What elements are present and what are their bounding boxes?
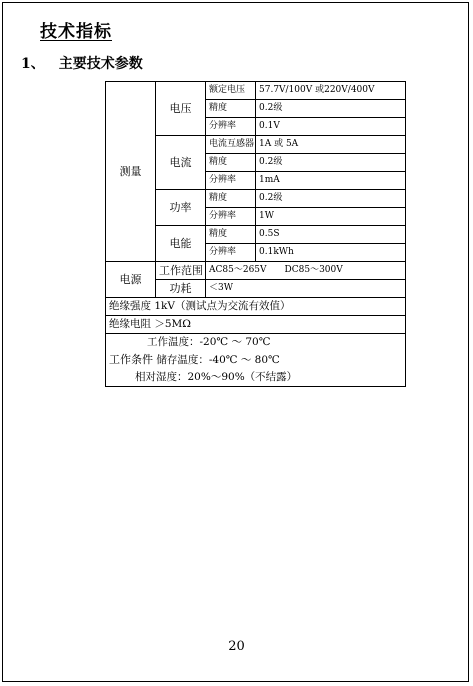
working-condition-row: [109, 351, 402, 369]
measure-group-label: 测量: [106, 82, 156, 262]
section-label: 主要技术参数: [58, 56, 143, 72]
energy-label: 电能: [156, 226, 206, 262]
table-row: [106, 298, 406, 316]
param-name: 精度: [206, 226, 256, 244]
param-value: 1W: [256, 208, 406, 226]
table-row: [106, 262, 406, 280]
voltage-label: 电压: [156, 82, 206, 136]
section-number: 1、: [21, 56, 45, 72]
page-number: 20: [228, 639, 245, 654]
param-value: 0.2级: [256, 190, 406, 208]
working-condition-line: 工作温度：-20℃ ～ 70℃: [147, 336, 271, 348]
param-value: 1mA: [256, 172, 406, 190]
working-condition-line: 储存温度：-40℃ ～ 80℃: [156, 354, 280, 366]
table-row: [106, 82, 406, 100]
param-value: 57.7V/100V 或220V/400V: [256, 82, 406, 100]
param-name: 分辨率: [206, 208, 256, 226]
param-name: 工作范围: [156, 262, 206, 280]
param-name: 分辨率: [206, 118, 256, 136]
working-condition-line: 相对湿度：20%～90%（不结露）: [135, 371, 298, 383]
param-value: 0.1V: [256, 118, 406, 136]
insulation-resistance: 绝缘电阻 ＞5MΩ: [106, 316, 406, 334]
param-value: 0.5S: [256, 226, 406, 244]
section-heading: [21, 53, 143, 73]
table-row: [106, 334, 406, 387]
page-title: 技术指标: [40, 22, 112, 42]
param-name: 分辨率: [206, 172, 256, 190]
spec-table: [105, 81, 406, 387]
working-conditions-label: 工作条件: [109, 353, 153, 366]
param-value: 0.2级: [256, 154, 406, 172]
param-name: 精度: [206, 154, 256, 172]
param-value: 1A 或 5A: [256, 136, 406, 154]
param-value: ＜3W: [206, 280, 406, 298]
param-name: 精度: [206, 100, 256, 118]
param-value: 0.2级: [256, 100, 406, 118]
param-value: 0.1kWh: [256, 244, 406, 262]
param-name: 额定电压: [206, 82, 256, 100]
param-value: AC85～265V DC85～300V: [206, 262, 406, 280]
power-label: 功率: [156, 190, 206, 226]
table-row: [106, 316, 406, 334]
working-conditions-cell: [106, 334, 406, 387]
document-page: [2, 2, 469, 682]
insulation-strength: 绝缘强度 1kV（测试点为交流有效值）: [106, 298, 406, 316]
current-label: 电流: [156, 136, 206, 190]
aux-power-label: 电源: [106, 262, 156, 298]
param-name: 精度: [206, 190, 256, 208]
param-name: 功耗: [156, 280, 206, 298]
param-name: 分辨率: [206, 244, 256, 262]
param-name: 电流互感器: [206, 136, 256, 154]
